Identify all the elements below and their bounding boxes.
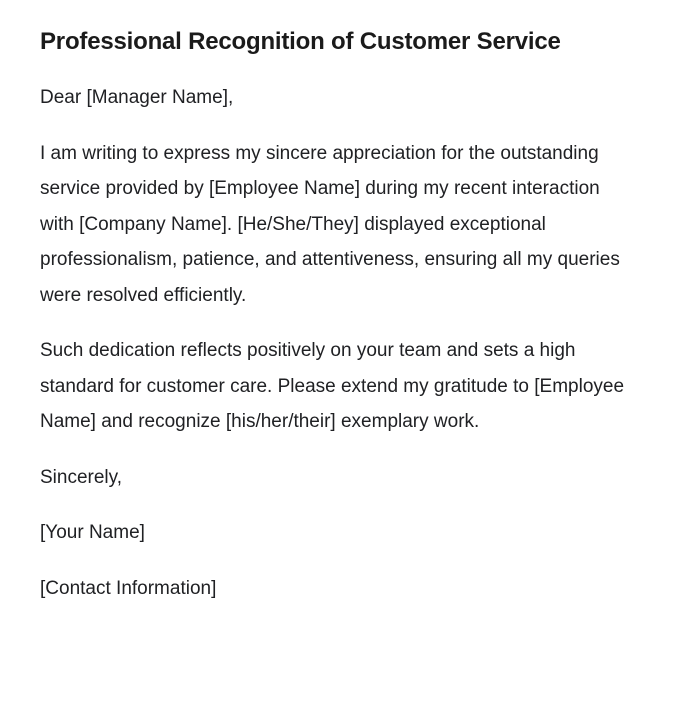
contact-info: [Contact Information] — [40, 577, 217, 599]
signature-name: [Your Name] — [40, 522, 145, 543]
paragraph-appreciation: I am writing to express my sincere appreciation for the outstanding service provided by [Employee Name] during my recent interaction with [Company Name]. [He/She/They] displayed exceptional professionalism, patience, and attentiveness, ensuring all my queries were resolved efficiently. — [40, 142, 620, 306]
closing: Sincerely, — [40, 466, 123, 488]
paragraph-dedication: Such dedication reflects positively on your team and sets a high standard for customer care. Please extend my gratitude to [Employee Name] and recognize [his/her/their] exemplary work. — [40, 340, 625, 432]
salutation: Dear [Manager Name], — [40, 87, 234, 108]
letter-title: Professional Recognition of Customer Service — [40, 28, 561, 55]
letter-body — [40, 26, 625, 606]
